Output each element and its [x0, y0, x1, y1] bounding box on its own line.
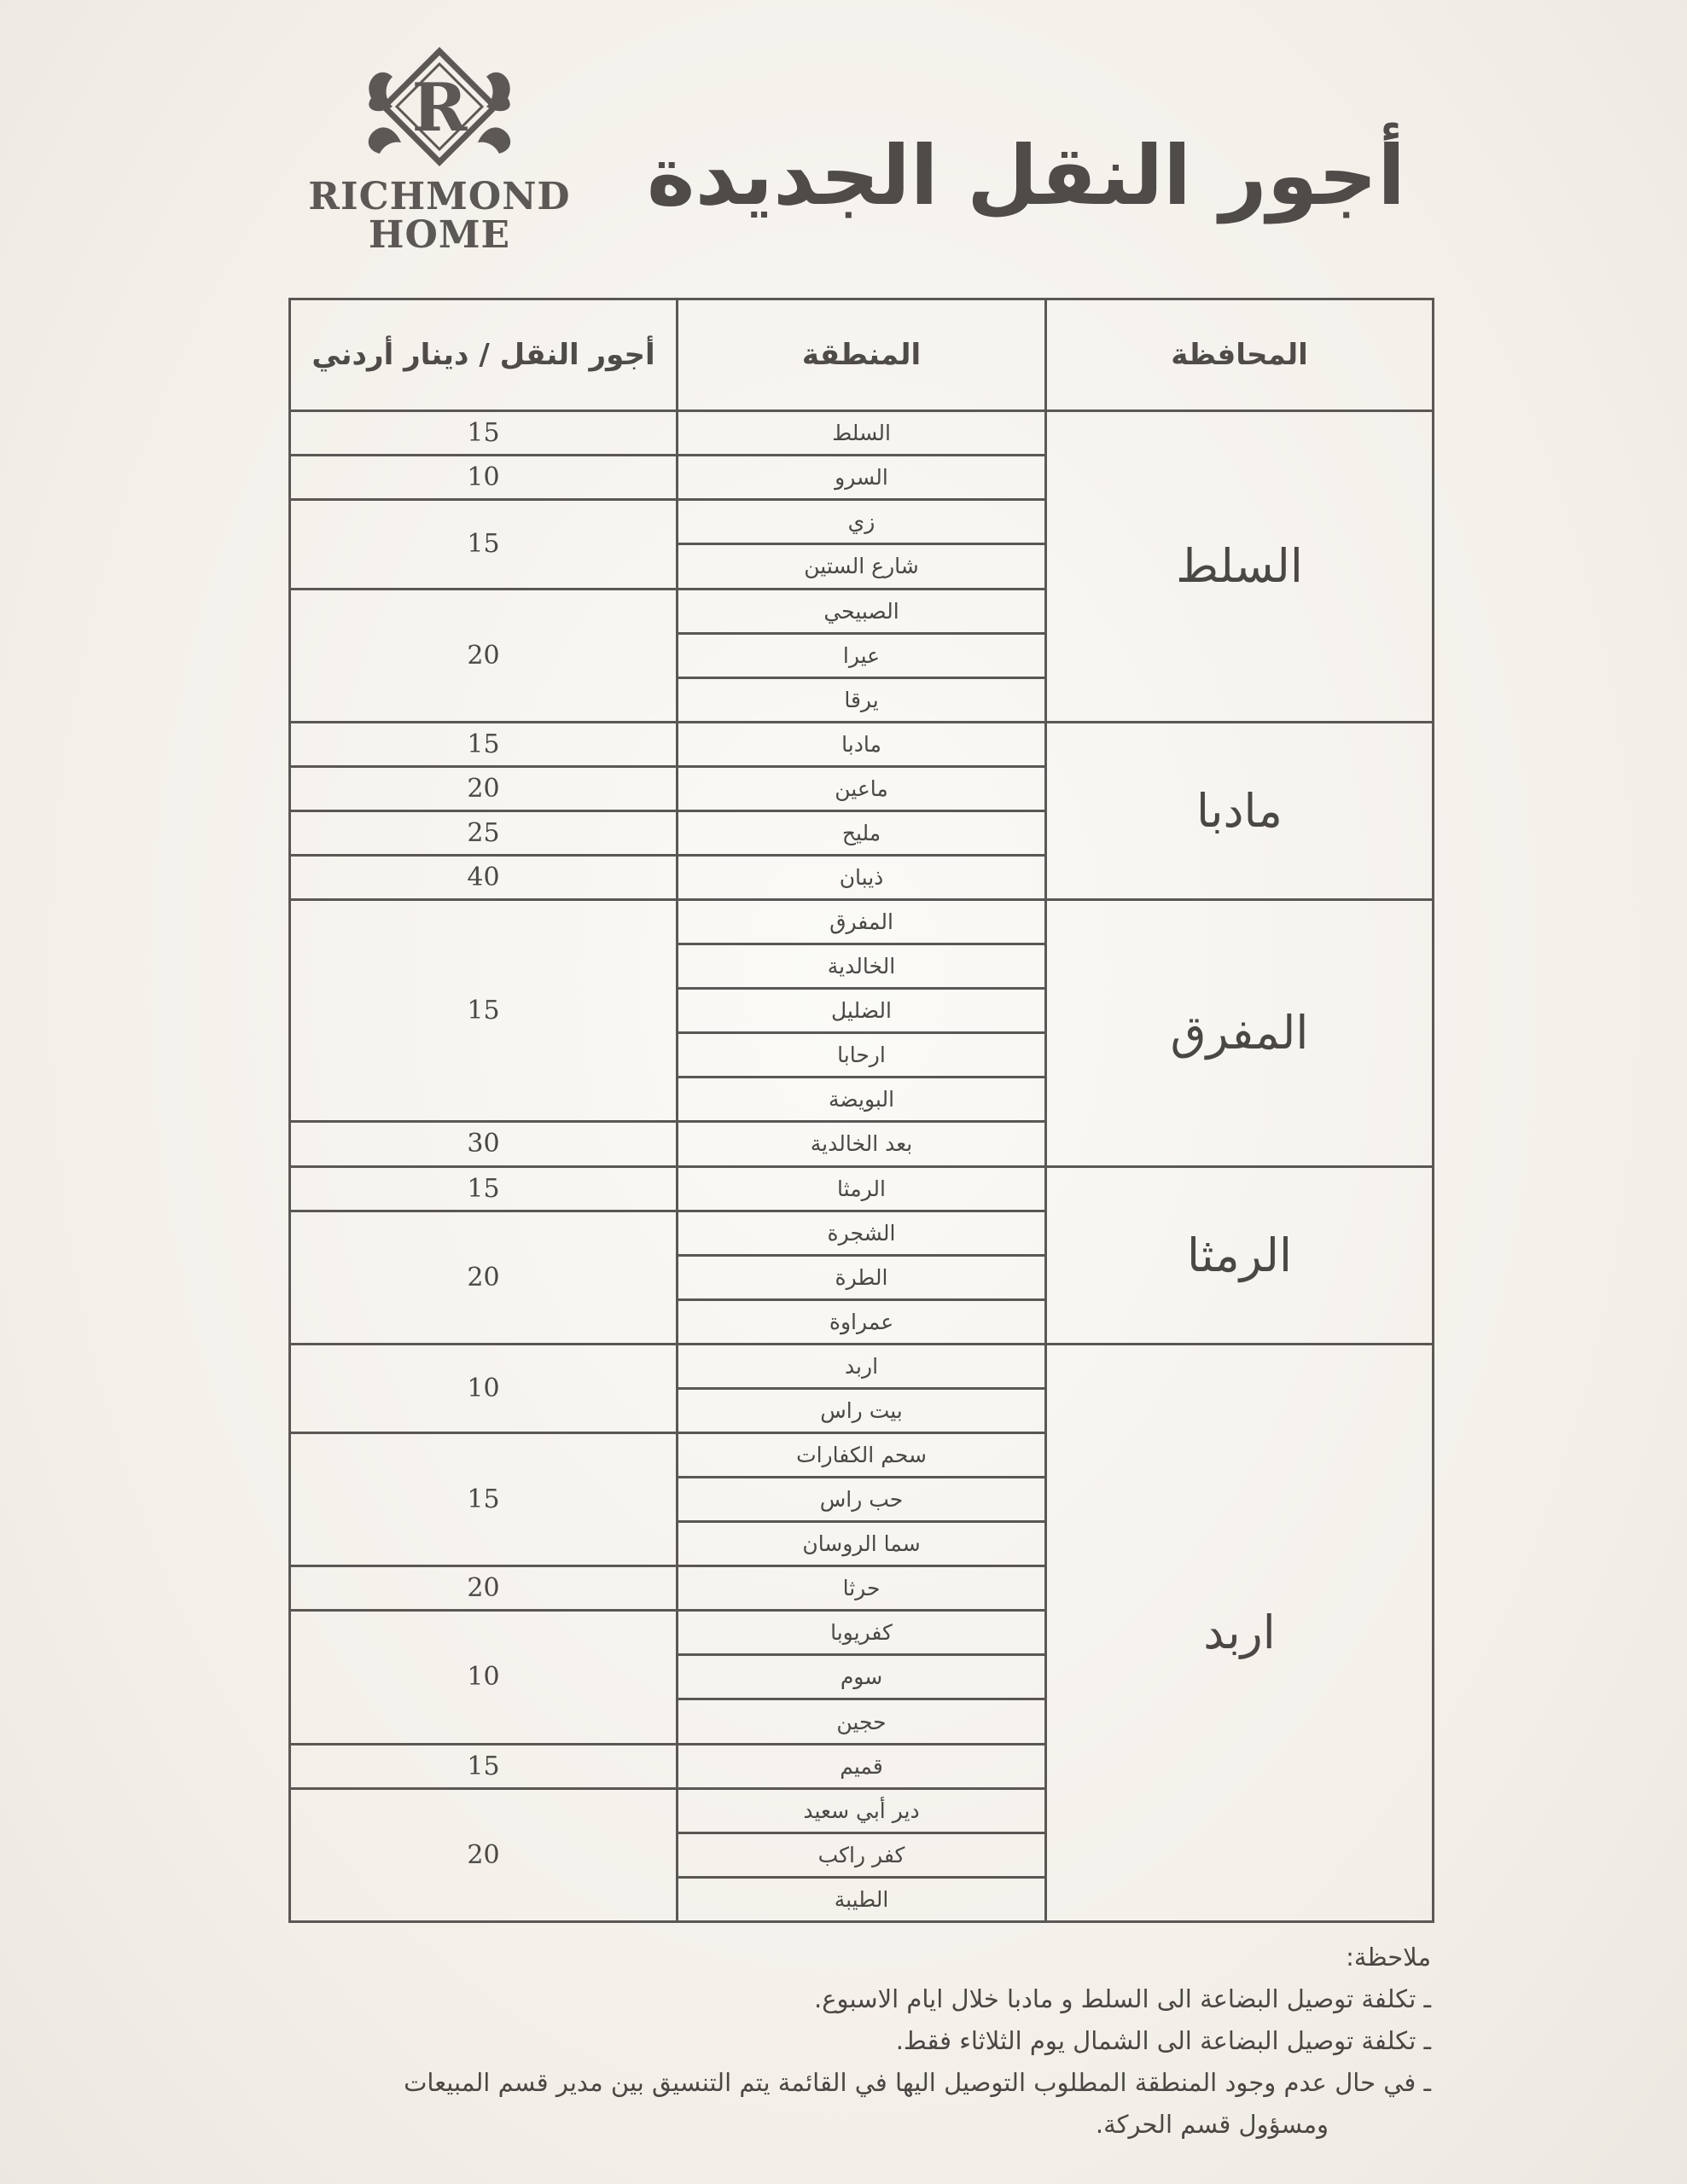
area-cell: قميم	[678, 1744, 1046, 1788]
area-cell: حرثا	[678, 1566, 1046, 1611]
area-cell: مليح	[678, 810, 1046, 855]
area-cell: المفرق	[678, 900, 1046, 944]
fare-cell: 15	[290, 1166, 678, 1211]
fare-cell: 20	[290, 1788, 678, 1921]
area-cell: ذيبان	[678, 855, 1046, 899]
fare-cell: 15	[290, 1433, 678, 1566]
area-cell: عمراوة	[678, 1299, 1046, 1344]
table-row	[290, 900, 1434, 944]
area-cell: حجين	[678, 1699, 1046, 1744]
note-item: ـ تكلفة توصيل البضاعة الى السلط و مادبا خلال ايام الاسبوع.	[814, 1984, 1431, 2013]
table-row	[290, 1344, 1434, 1388]
area-cell: شارع الستين	[678, 544, 1046, 589]
fare-cell: 15	[290, 500, 678, 589]
brand-name-line1: RICHMOND	[308, 175, 571, 218]
fare-cell: 15	[290, 1744, 678, 1788]
transport-rates-table	[288, 298, 1434, 1923]
area-cell: اربد	[678, 1344, 1046, 1388]
area-cell: يرقا	[678, 677, 1046, 722]
fare-cell: 20	[290, 1211, 678, 1344]
header-governorate: المحافظة	[1046, 299, 1434, 411]
area-cell: الطرة	[678, 1255, 1046, 1299]
fare-cell: 25	[290, 810, 678, 855]
table-row	[290, 411, 1434, 456]
fare-cell: 15	[290, 411, 678, 456]
area-cell: عيرا	[678, 633, 1046, 677]
fare-cell: 40	[290, 855, 678, 899]
area-cell: السرو	[678, 456, 1046, 500]
note-item: ـ تكلفة توصيل البضاعة الى الشمال يوم الثلاثاء فقط.	[895, 2026, 1431, 2055]
brand-logo	[299, 47, 580, 260]
area-cell: دير أبي سعيد	[678, 1788, 1046, 1833]
table-row	[290, 722, 1434, 766]
notes-section	[236, 1937, 1431, 2146]
page-title: أجور النقل الجديدة	[646, 128, 1405, 224]
fare-cell: 10	[290, 1611, 678, 1744]
brand-name-line2: HOME	[368, 213, 511, 257]
area-cell: الطيبة	[678, 1877, 1046, 1921]
fare-cell: 15	[290, 900, 678, 1122]
area-cell: الرمثا	[678, 1166, 1046, 1211]
area-cell: سوم	[678, 1655, 1046, 1699]
header-area: المنطقة	[678, 299, 1046, 411]
area-cell: بيت راس	[678, 1388, 1046, 1432]
governorate-cell: السلط	[1046, 411, 1434, 723]
area-cell: ماعين	[678, 766, 1046, 810]
fare-cell: 10	[290, 456, 678, 500]
ornamental-diamond-monogram-icon	[346, 47, 533, 175]
area-cell: ارحابا	[678, 1033, 1046, 1077]
header-fare: أجور النقل / دينار أردني	[290, 299, 678, 411]
area-cell: سما الروسان	[678, 1522, 1046, 1566]
area-cell: الشجرة	[678, 1211, 1046, 1255]
governorate-cell: مادبا	[1046, 722, 1434, 899]
notes-heading: ملاحظة:	[1346, 1943, 1431, 1972]
table-header-row	[290, 299, 1434, 411]
area-cell: حب راس	[678, 1478, 1046, 1522]
governorate-cell: اربد	[1046, 1344, 1434, 1921]
governorate-cell: المفرق	[1046, 900, 1434, 1166]
area-cell: البويضة	[678, 1077, 1046, 1122]
area-cell: كفريوبا	[678, 1611, 1046, 1655]
logo-monogram: R	[411, 69, 468, 147]
area-cell: الضليل	[678, 989, 1046, 1033]
governorate-cell: الرمثا	[1046, 1166, 1434, 1344]
fare-cell: 20	[290, 766, 678, 810]
area-cell: زي	[678, 500, 1046, 544]
table-row	[290, 1166, 1434, 1211]
note-item-continuation: ومسؤول قسم الحركة.	[1095, 2110, 1329, 2139]
area-cell: سحم الكفارات	[678, 1433, 1046, 1478]
area-cell: كفر راكب	[678, 1833, 1046, 1877]
fare-cell: 15	[290, 722, 678, 766]
area-cell: الصبيحي	[678, 589, 1046, 633]
fare-cell: 30	[290, 1122, 678, 1166]
area-cell: السلط	[678, 411, 1046, 456]
fare-cell: 10	[290, 1344, 678, 1432]
fare-cell: 20	[290, 1566, 678, 1611]
area-cell: بعد الخالدية	[678, 1122, 1046, 1166]
note-item: ـ في حال عدم وجود المنطقة المطلوب التوصيل اليها في القائمة يتم التنسيق بين مدير قسم المبيعات	[404, 2068, 1431, 2097]
area-cell: مادبا	[678, 722, 1046, 766]
area-cell: الخالدية	[678, 944, 1046, 989]
fare-cell: 20	[290, 589, 678, 722]
